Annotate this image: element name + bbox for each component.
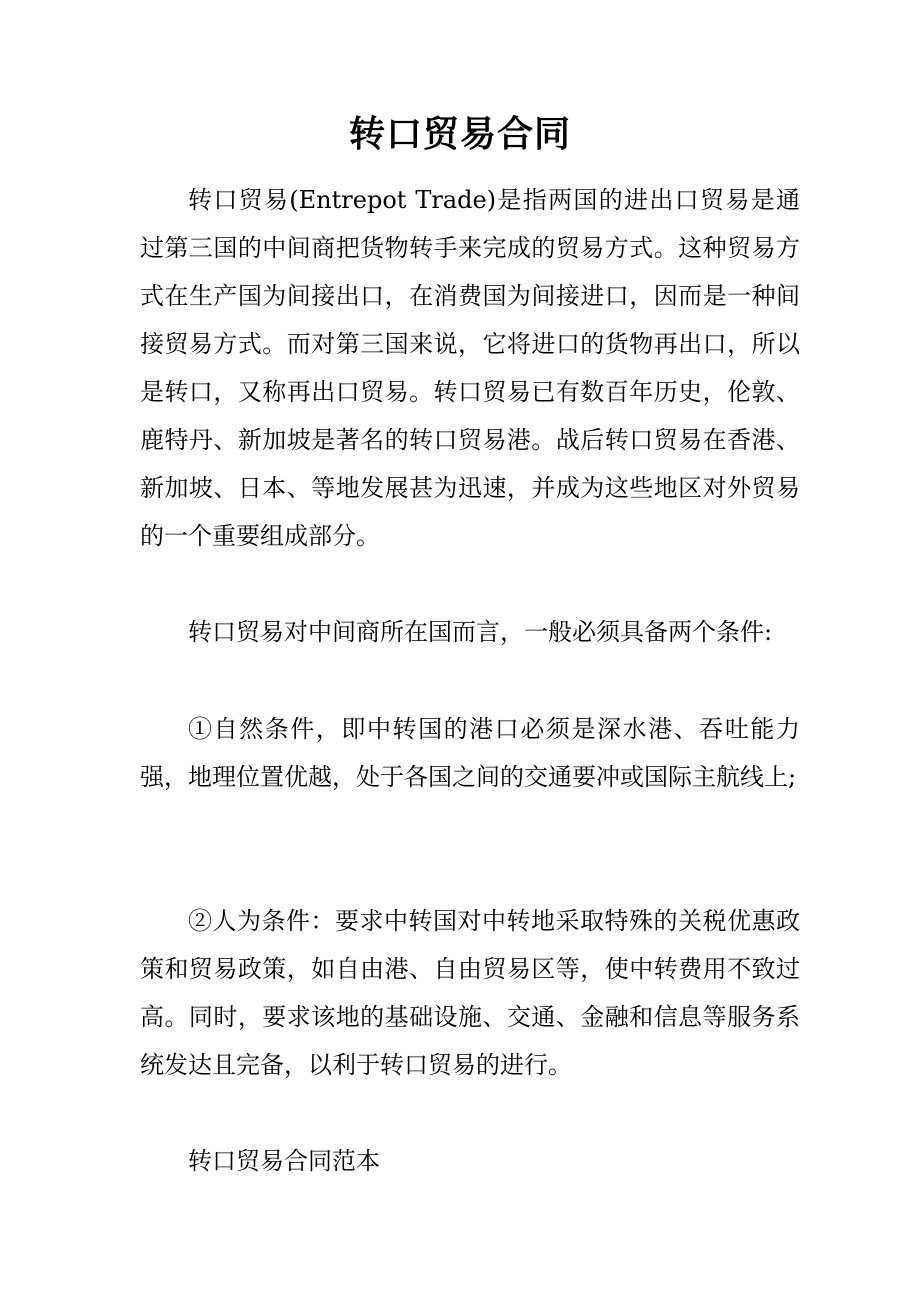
paragraph-intro: 转口贸易(Entrepot Trade)是指两国的进出口贸易是通过第三国的中间商把货物转手来完成的贸易方式。这种贸易方式在生产国为间接出口，在消费国为间接进口，因而是一种间接贸易方式。而对第三国来说，它将进口的货物再出口，所以是转口，又称再出口贸易。转口贸易已有数百年历史，伦敦、鹿特丹、新加坡是著名的转口贸易港。战后转口贸易在香港、新加坡、日本、等地发展甚为迅速，并成为这些地区对外贸易的一个重要组成部分。 [140,186,800,550]
paragraph-human-condition: ②人为条件：要求中转国对中转地采取特殊的关税优惠政策和贸易政策，如自由港、自由贸易区等，使中转费用不致过高。同时，要求该地的基础设施、交通、金融和信息等服务系统发达且完备，以利于转口贸易的进行。 [140,907,800,1079]
paragraph-conditions-intro: 转口贸易对中间商所在国而言，一般必须具备两个条件: [188,618,773,646]
document-title: 转口贸易合同 [348,113,571,155]
paragraph-contract-template-heading: 转口贸易合同范本 [188,1147,380,1175]
paragraph-natural-condition: ①自然条件，即中转国的港口必须是深水港、吞吐能力强，地理位置优越，处于各国之间的交通要冲或国际主航线上; [140,715,800,791]
